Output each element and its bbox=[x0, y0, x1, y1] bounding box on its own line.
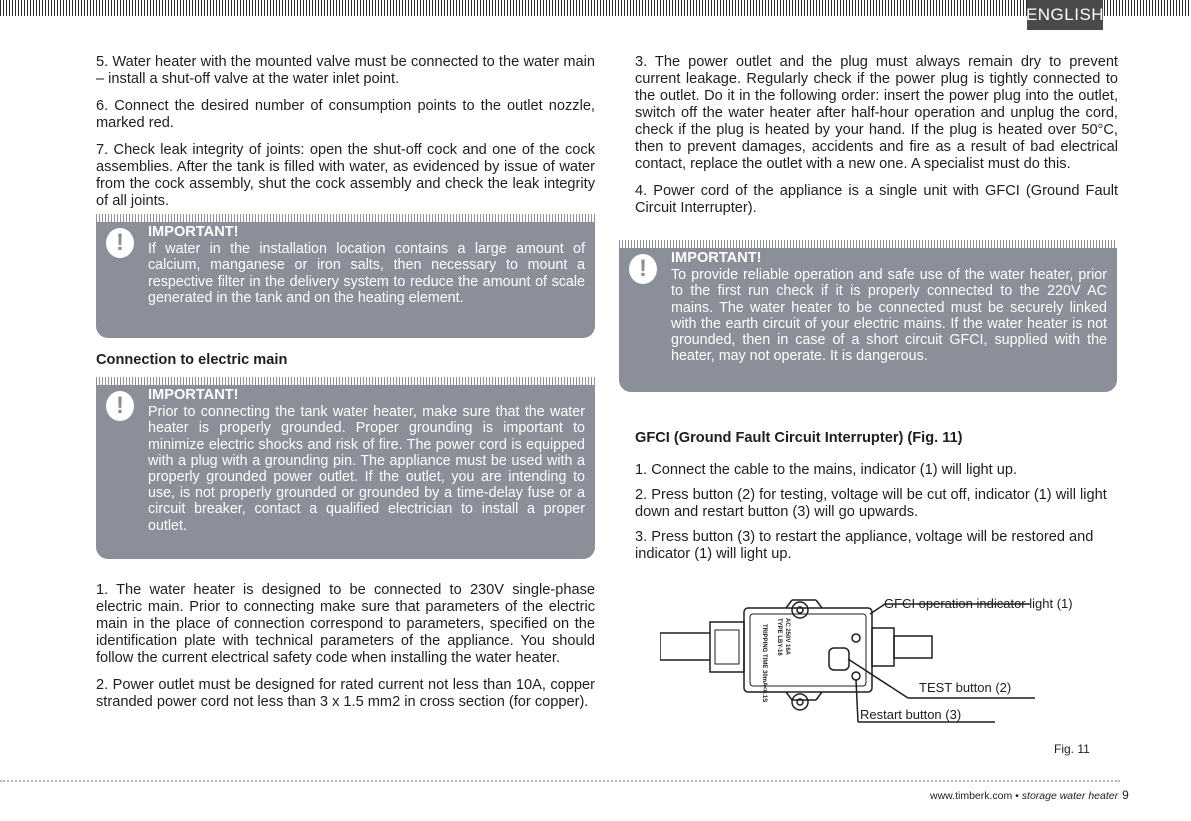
section-heading: Connection to electric main bbox=[96, 352, 288, 368]
important-box-water-quality bbox=[96, 222, 595, 338]
important-title: IMPORTANT! bbox=[148, 224, 239, 240]
paragraph: 3. The power outlet and the plug must always remain dry to prevent current leakage. Regularly check if the power plug is tightly connected to the outlet. Do it in the following order: insert the power plug into the outlet, switch off the water heater after half-hour operation and unplug the cord, check if the plug is heated by your hand. If the plug is heated over 50°C, then to prevent damages, accidents and fire as a result of bad electrical contact, replace the outlet with a new one. A specialist must do this. bbox=[635, 54, 1118, 172]
list-item: 3. Press button (3) to restart the appliance, voltage will be restored and indicator (1) will light up. bbox=[635, 529, 1094, 562]
right-column-intro bbox=[635, 54, 1118, 227]
section-divider bbox=[96, 377, 595, 385]
socket-end bbox=[872, 628, 894, 666]
paragraph: 5. Water heater with the mounted valve must be connected to the water main – install a shut-off valve at the water inlet point. bbox=[96, 54, 595, 87]
section-divider bbox=[619, 240, 1117, 248]
top-screw-icon bbox=[792, 602, 808, 618]
section-divider bbox=[96, 214, 595, 222]
important-title: IMPORTANT! bbox=[148, 387, 239, 403]
important-box-grounding bbox=[96, 385, 595, 559]
test-button-callout: TEST button (2) bbox=[919, 680, 1012, 695]
warning-icon: ! bbox=[629, 254, 657, 284]
restart-button-callout: Restart button (3) bbox=[860, 707, 962, 722]
website-link[interactable]: www.timberk.com bbox=[930, 790, 1013, 802]
svg-text:AC 250V 16A: AC 250V 16A bbox=[784, 618, 790, 656]
footer-divider bbox=[0, 780, 1120, 782]
important-text: Prior to connecting the tank water heater, make sure that the water heater is properly grounded. Proper grounding is important to minimize electric shocks and risk of fire. The power cord is equipped with a plug with a grounding pin. The appliance must be used with a properly grounded power outlet. If the outlet, you are intending to use, is not properly grounded or grounded by a time-delay fuse or a circuit breaker, contact a qualified electrician to install a proper outlet. bbox=[148, 404, 585, 534]
gfci-steps bbox=[635, 462, 1118, 571]
warning-icon: ! bbox=[106, 228, 134, 258]
important-box-earth-circuit bbox=[619, 248, 1117, 392]
figure-caption: Fig. 11 bbox=[1054, 742, 1090, 756]
bottom-screw-icon bbox=[792, 694, 808, 710]
footer bbox=[930, 788, 1129, 802]
gfci-heading: GFCI (Ground Fault Circuit Interrupter) (Fig. 11) bbox=[635, 430, 963, 446]
important-text: If water in the installation location contains a large amount of calcium, manganese or iron salts, then necessary to mount a respective filter in the delivery system to reduce the amount of scale generated in the tank and on the heating element. bbox=[148, 241, 585, 306]
page-number: 9 bbox=[1122, 788, 1129, 802]
paragraph: 1. The water heater is designed to be connected to 230V single-phase electric main. Prior to connecting make sure that parameters of the electric main in the place of connection correspond to parameters, specified on the identification plate with technical parameters of the appliance. You should follow the current electrical safety code when installing the water heater. bbox=[96, 582, 595, 666]
svg-text:TYPE LBY-16: TYPE LBY-16 bbox=[776, 618, 782, 656]
left-column-electrical bbox=[96, 582, 595, 721]
indicator-callout: GFCI operation indicator light (1) bbox=[884, 596, 1073, 611]
indicator-light-icon bbox=[852, 634, 860, 642]
paragraph: 2. Power outlet must be designed for rated current not less than 10A, copper stranded power cord not less than 3 x 1.5 mm2 in cross section (for copper). bbox=[96, 677, 595, 710]
top-decorative-stripe bbox=[0, 0, 1191, 16]
important-title: IMPORTANT! bbox=[671, 250, 762, 266]
list-item: 2. Press button (2) for testing, voltage will be cut off, indicator (1) will light down and restart button (3) will go upwards. bbox=[635, 487, 1107, 520]
language-label: ENGLISH bbox=[1027, 0, 1103, 30]
paragraph: 6. Connect the desired number of consumption points to the outlet nozzle, marked red. bbox=[96, 98, 595, 131]
tagline: storage water heater bbox=[1021, 790, 1119, 802]
test-button bbox=[829, 648, 849, 670]
warning-icon: ! bbox=[106, 391, 134, 421]
important-text: To provide reliable operation and safe use of the water heater, prior to the first run check if it is properly connected to the 220V AC mains. The water heater to be connected must be securely linked with the earth circuit of your electric mains. If the water heater is not grounded, then in case of a short circuit GFCI, supplied with the heater, may not operate. It is dangerous. bbox=[671, 267, 1107, 365]
list-item: 1. Connect the cable to the mains, indicator (1) will light up. bbox=[635, 462, 1018, 478]
paragraph: 4. Power cord of the appliance is a single unit with GFCI (Ground Fault Circuit Interrupter). bbox=[635, 183, 1118, 216]
separator: • bbox=[1012, 790, 1022, 802]
left-column-intro bbox=[96, 54, 595, 220]
restart-button bbox=[852, 672, 860, 680]
svg-text:TRIPPING TIME 30mA<0.1S: TRIPPING TIME 30mA<0.1S bbox=[761, 624, 767, 703]
paragraph: 7. Check leak integrity of joints: open the shut-off cock and one of the cock assemblies. After the tank is filled with water, as evidenced by issue of water from the cock assembly, shut the cock assembly and check the leak integrity of all joints. bbox=[96, 142, 595, 209]
